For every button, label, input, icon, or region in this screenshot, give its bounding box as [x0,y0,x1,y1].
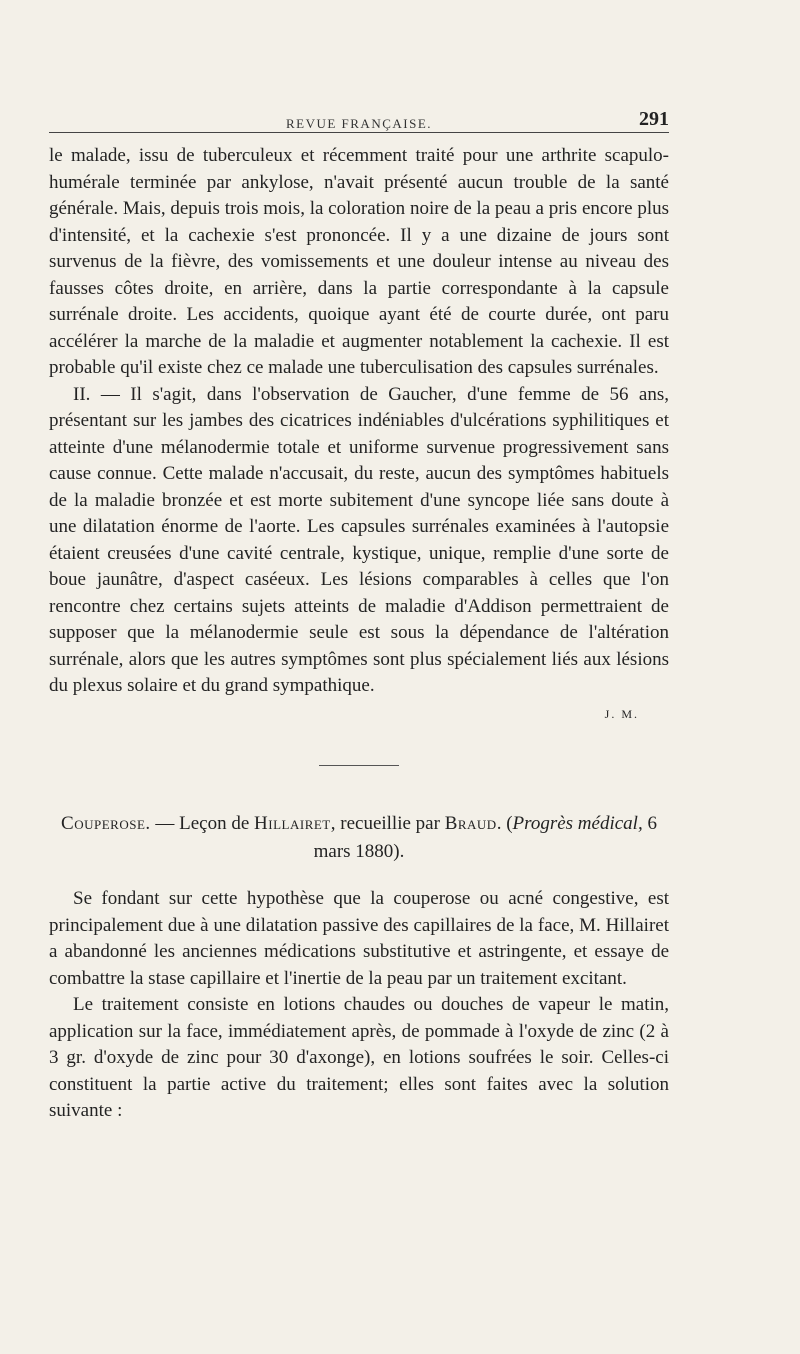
heading-title: Couperose. [61,813,151,834]
page-number: 291 [639,108,669,130]
section-divider [319,765,399,766]
heading-date: 6 mars 1880). [313,813,657,862]
author-signature: J. M. [604,706,639,721]
heading-collected: , recueillie par [330,813,445,834]
paragraph-continuation: le malade, issu de tuberculeux et récemment traité pour une arthrite scapulo-humérale terminée par ankylose, n'avait présenté aucun trouble de la santé générale. Mais, depuis trois mois, la coloration noire de la peau a pris encore plus d'intensité, et la cachexie s'est prononcée. Il y a une dizaine de jours sont survenus de la fièvre, des vomissements et une douleur intense au niveau des fausses côtes droite, en arrière, dans la partie correspondante à la capsule surrénale droite. Les accidents, quoique ayant été de courte durée, ont paru accélérer la marche de la maladie et augmenter notablement la cachexie. Il est probable qu'il existe chez ce malade une tuberculisation des capsules surrénales. [49,145,669,378]
running-head [49,100,669,130]
heading-collector: Braud [444,813,497,834]
heading-paren-open: . ( [496,813,513,834]
paragraph-treatment: Le traitement consiste en lotions chaudes ou douches de vapeur le matin, application sur la face, immédiatement après, de pommade à l'oxyde de zinc (2 à 3 gr. d'oxyde de zinc pour 30 d'axonge), en lotions soufrées le soir. Celles-ci constituent la partie active du traitement; elles sont faites avec la solution suivante : [49,994,669,1121]
heading-author: Hillairet [254,813,331,834]
paragraph-observation-ii: II. — Il s'agit, dans l'observation de Gaucher, d'une femme de 56 ans, présentant sur les jambes des cicatrices indéniables d'ulcérations syphilitiques et atteinte d'une mélanodermie totale et uniforme survenue progressivement sans cause connue. Cette malade n'accusait, du reste, aucun des symptômes habituels de la maladie bronzée et est morte subitement d'une syncope liée sans doute à une dilatation énorme de l'aorte. Les capsules surrénales examinées à l'autopsie étaient creusées d'une cavité centrale, kystique, unique, remplie d'une sorte de boue jaunâtre, d'aspect caséeux. Les lésions comparables à celles que l'on rencontre chez certains sujets atteints de maladie d'Addison permettraient de supposer que la mélanodermie seule est sous la dépendance de l'altération surrénale, alors que les autres symptômes sont plus spécialement liés aux lésions du plexus solaire et du grand sympathique. [49,383,669,696]
header-rule [49,132,669,133]
running-title: REVUE FRANÇAISE. [285,116,433,131]
article-couperose [49,886,669,1125]
heading-dash: — Leçon de [150,813,255,834]
paragraph-hypothesis: Se fondant sur cette hypothèse que la couperose ou acné congestive, est principalement due à une dilatation passive des capillaires de la face, M. Hillairet a abandonné les anciennes médications substitutive et astringente, et essaye de combattre la stase capillaire et l'inertie de la peau par un traitement excitant. [49,888,669,989]
heading-journal: Progrès médical, [512,813,643,834]
section-heading-couperose [49,810,669,866]
article-addison [49,143,669,727]
